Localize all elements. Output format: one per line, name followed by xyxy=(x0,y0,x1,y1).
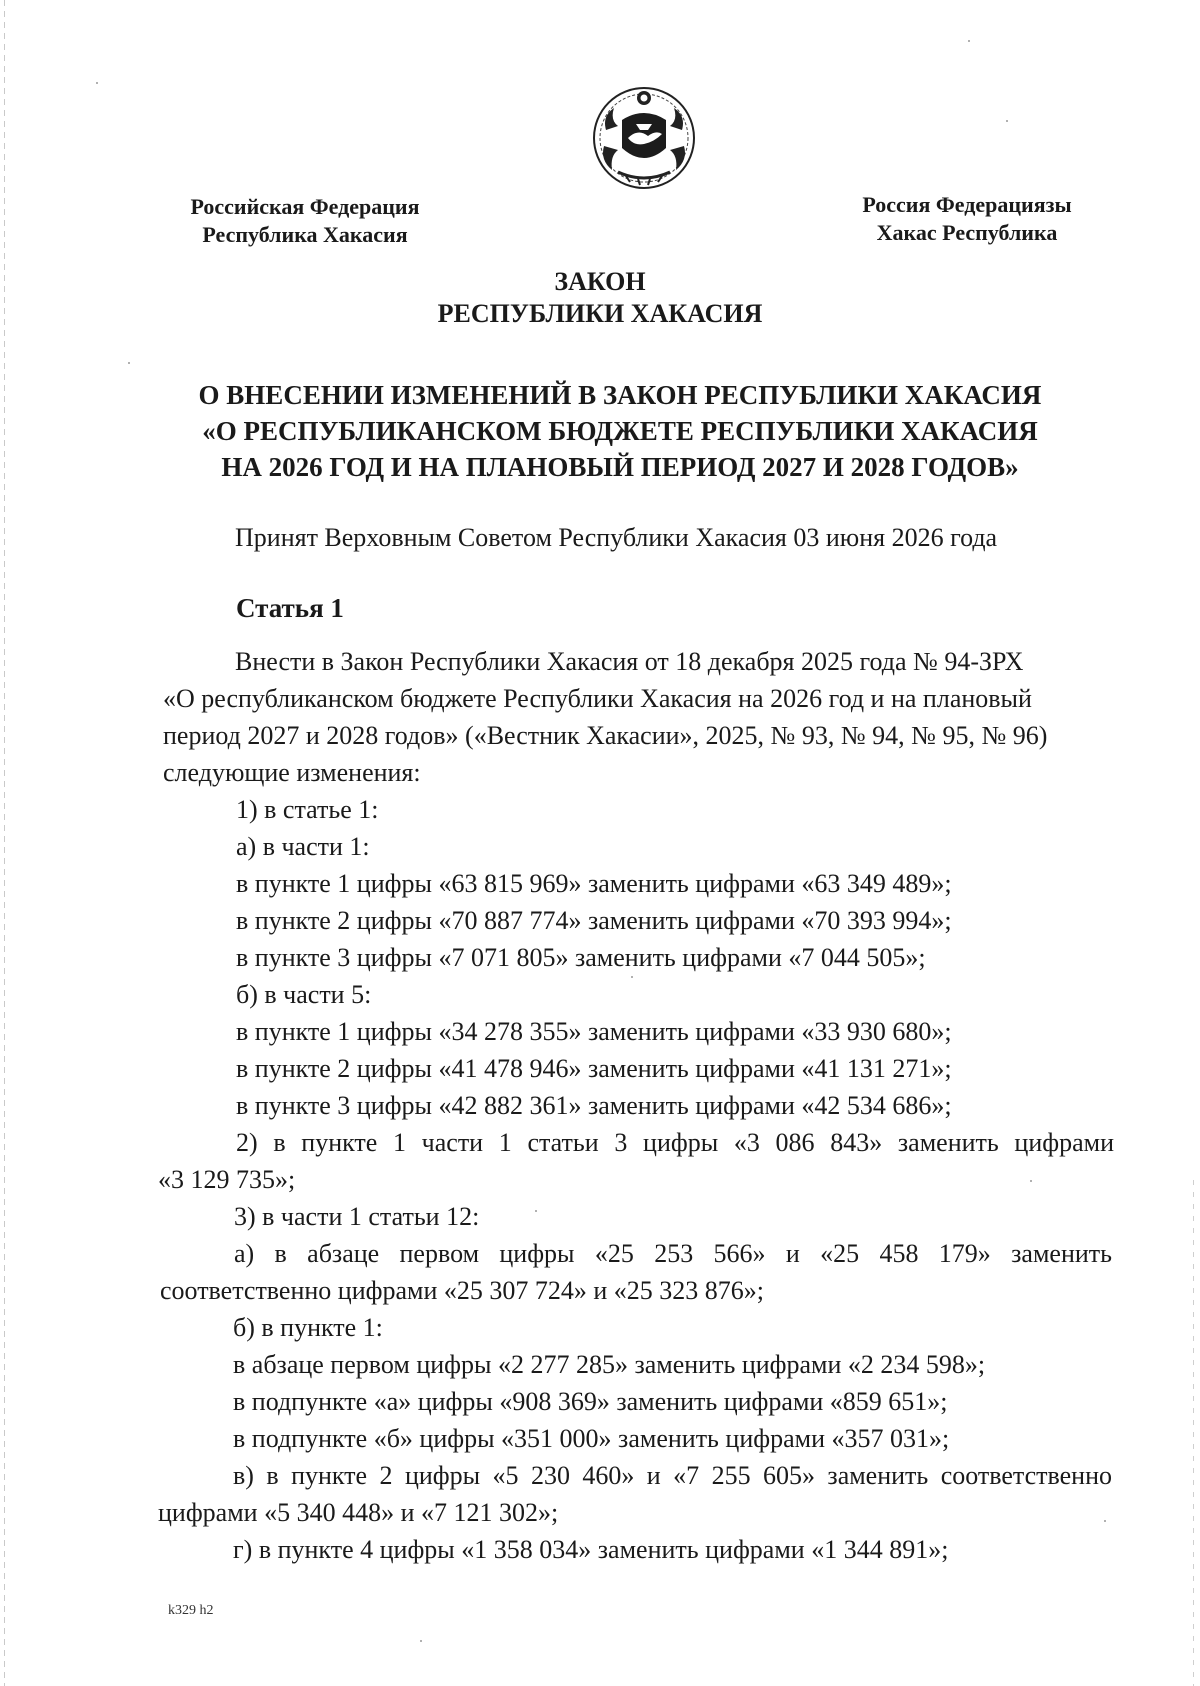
law-title-line1: ЗАКОН xyxy=(554,267,646,296)
article-line: в пункте 3 цифры «7 071 805» заменить цифрами «7 044 505»; xyxy=(236,943,926,972)
subtitle-line2: «О РЕСПУБЛИКАНСКОМ БЮДЖЕТЕ РЕСПУБЛИКИ ХАКАСИЯ xyxy=(202,416,1038,446)
header-right xyxy=(842,191,1092,247)
adoption-statement: Принят Верховным Советом Республики Хакасия 03 июня 2026 года xyxy=(235,523,998,552)
scan-speck xyxy=(128,362,130,364)
article-line: в пункте 2 цифры «41 478 946» заменить цифрами «41 131 271»; xyxy=(236,1054,952,1083)
scan-speck xyxy=(96,82,98,84)
article-line: а) в абзаце первом цифры «25 253 566» и «25 458 179» заменить xyxy=(234,1239,1112,1268)
article-line: следующие изменения: xyxy=(163,758,421,787)
article-line: «О республиканском бюджете Республики Хакасия на 2026 год и на плановый xyxy=(163,684,1032,713)
scan-speck xyxy=(631,976,633,978)
header-right-line1: Россия Федерациязы xyxy=(862,192,1072,217)
article-line: б) в пункте 1: xyxy=(233,1313,383,1342)
header-left-line1: Российская Федерация xyxy=(190,194,420,219)
article-line: в пункте 3 цифры «42 882 361» заменить цифрами «42 534 686»; xyxy=(236,1091,952,1120)
scan-edge-right xyxy=(1193,1180,1194,1686)
article-line: период 2027 и 2028 годов» («Вестник Хакасии», 2025, № 93, № 94, № 95, № 96) xyxy=(163,721,1048,750)
header-right-line2: Хакас Республика xyxy=(876,220,1058,245)
scan-speck xyxy=(1030,1180,1032,1182)
header-left-line2: Республика Хакасия xyxy=(202,222,408,247)
scan-edge-left xyxy=(4,0,5,1686)
article-line: в пункте 1 цифры «63 815 969» заменить цифрами «63 349 489»; xyxy=(236,869,952,898)
article-line: цифрами «5 340 448» и «7 121 302»; xyxy=(158,1498,559,1527)
article-line: 1) в статье 1: xyxy=(236,795,379,824)
law-title-line2: РЕСПУБЛИКИ ХАКАСИЯ xyxy=(437,299,763,328)
scan-speck xyxy=(1104,1520,1106,1522)
article-line: в) в пункте 2 цифры «5 230 460» и «7 255 605» заменить соответственно xyxy=(233,1461,1112,1490)
coat-of-arms-icon xyxy=(592,86,696,190)
scan-speck xyxy=(968,40,970,42)
scan-speck xyxy=(420,1640,422,1642)
article-line: г) в пункте 4 цифры «1 358 034» заменить цифрами «1 344 891»; xyxy=(233,1535,949,1564)
article-line: в пункте 2 цифры «70 887 774» заменить цифрами «70 393 994»; xyxy=(236,906,952,935)
article-heading: Статья 1 xyxy=(236,593,344,623)
article-line: в подпункте «б» цифры «351 000» заменить цифрами «357 031»; xyxy=(233,1424,950,1453)
article-line: в пункте 1 цифры «34 278 355» заменить цифрами «33 930 680»; xyxy=(236,1017,952,1046)
article-line: 3) в части 1 статьи 12: xyxy=(234,1202,480,1231)
article-line: б) в части 5: xyxy=(236,980,372,1009)
subtitle-line1: О ВНЕСЕНИИ ИЗМЕНЕНИЙ В ЗАКОН РЕСПУБЛИКИ ХАКАСИЯ xyxy=(198,380,1042,410)
footer-document-code: k329 h2 xyxy=(168,1603,214,1618)
article-line: соответственно цифрами «25 307 724» и «25 323 876»; xyxy=(160,1276,765,1305)
article-line: в подпункте «а» цифры «908 369» заменить цифрами «859 651»; xyxy=(233,1387,948,1416)
article-line: Внести в Закон Республики Хакасия от 18 декабря 2025 года № 94-ЗРХ xyxy=(235,647,1024,676)
header-left xyxy=(165,193,445,249)
article-line: в абзаце первом цифры «2 277 285» заменить цифрами «2 234 598»; xyxy=(233,1350,986,1379)
article-line: а) в части 1: xyxy=(236,832,370,861)
article-line: 2) в пункте 1 части 1 статьи 3 цифры «3 086 843» заменить цифрами xyxy=(236,1128,1114,1157)
scan-speck xyxy=(1006,120,1008,122)
scan-speck xyxy=(535,1210,537,1212)
subtitle-line3: НА 2026 ГОД И НА ПЛАНОВЫЙ ПЕРИОД 2027 И 2028 ГОДОВ» xyxy=(221,452,1019,482)
article-line: «3 129 735»; xyxy=(158,1165,296,1194)
